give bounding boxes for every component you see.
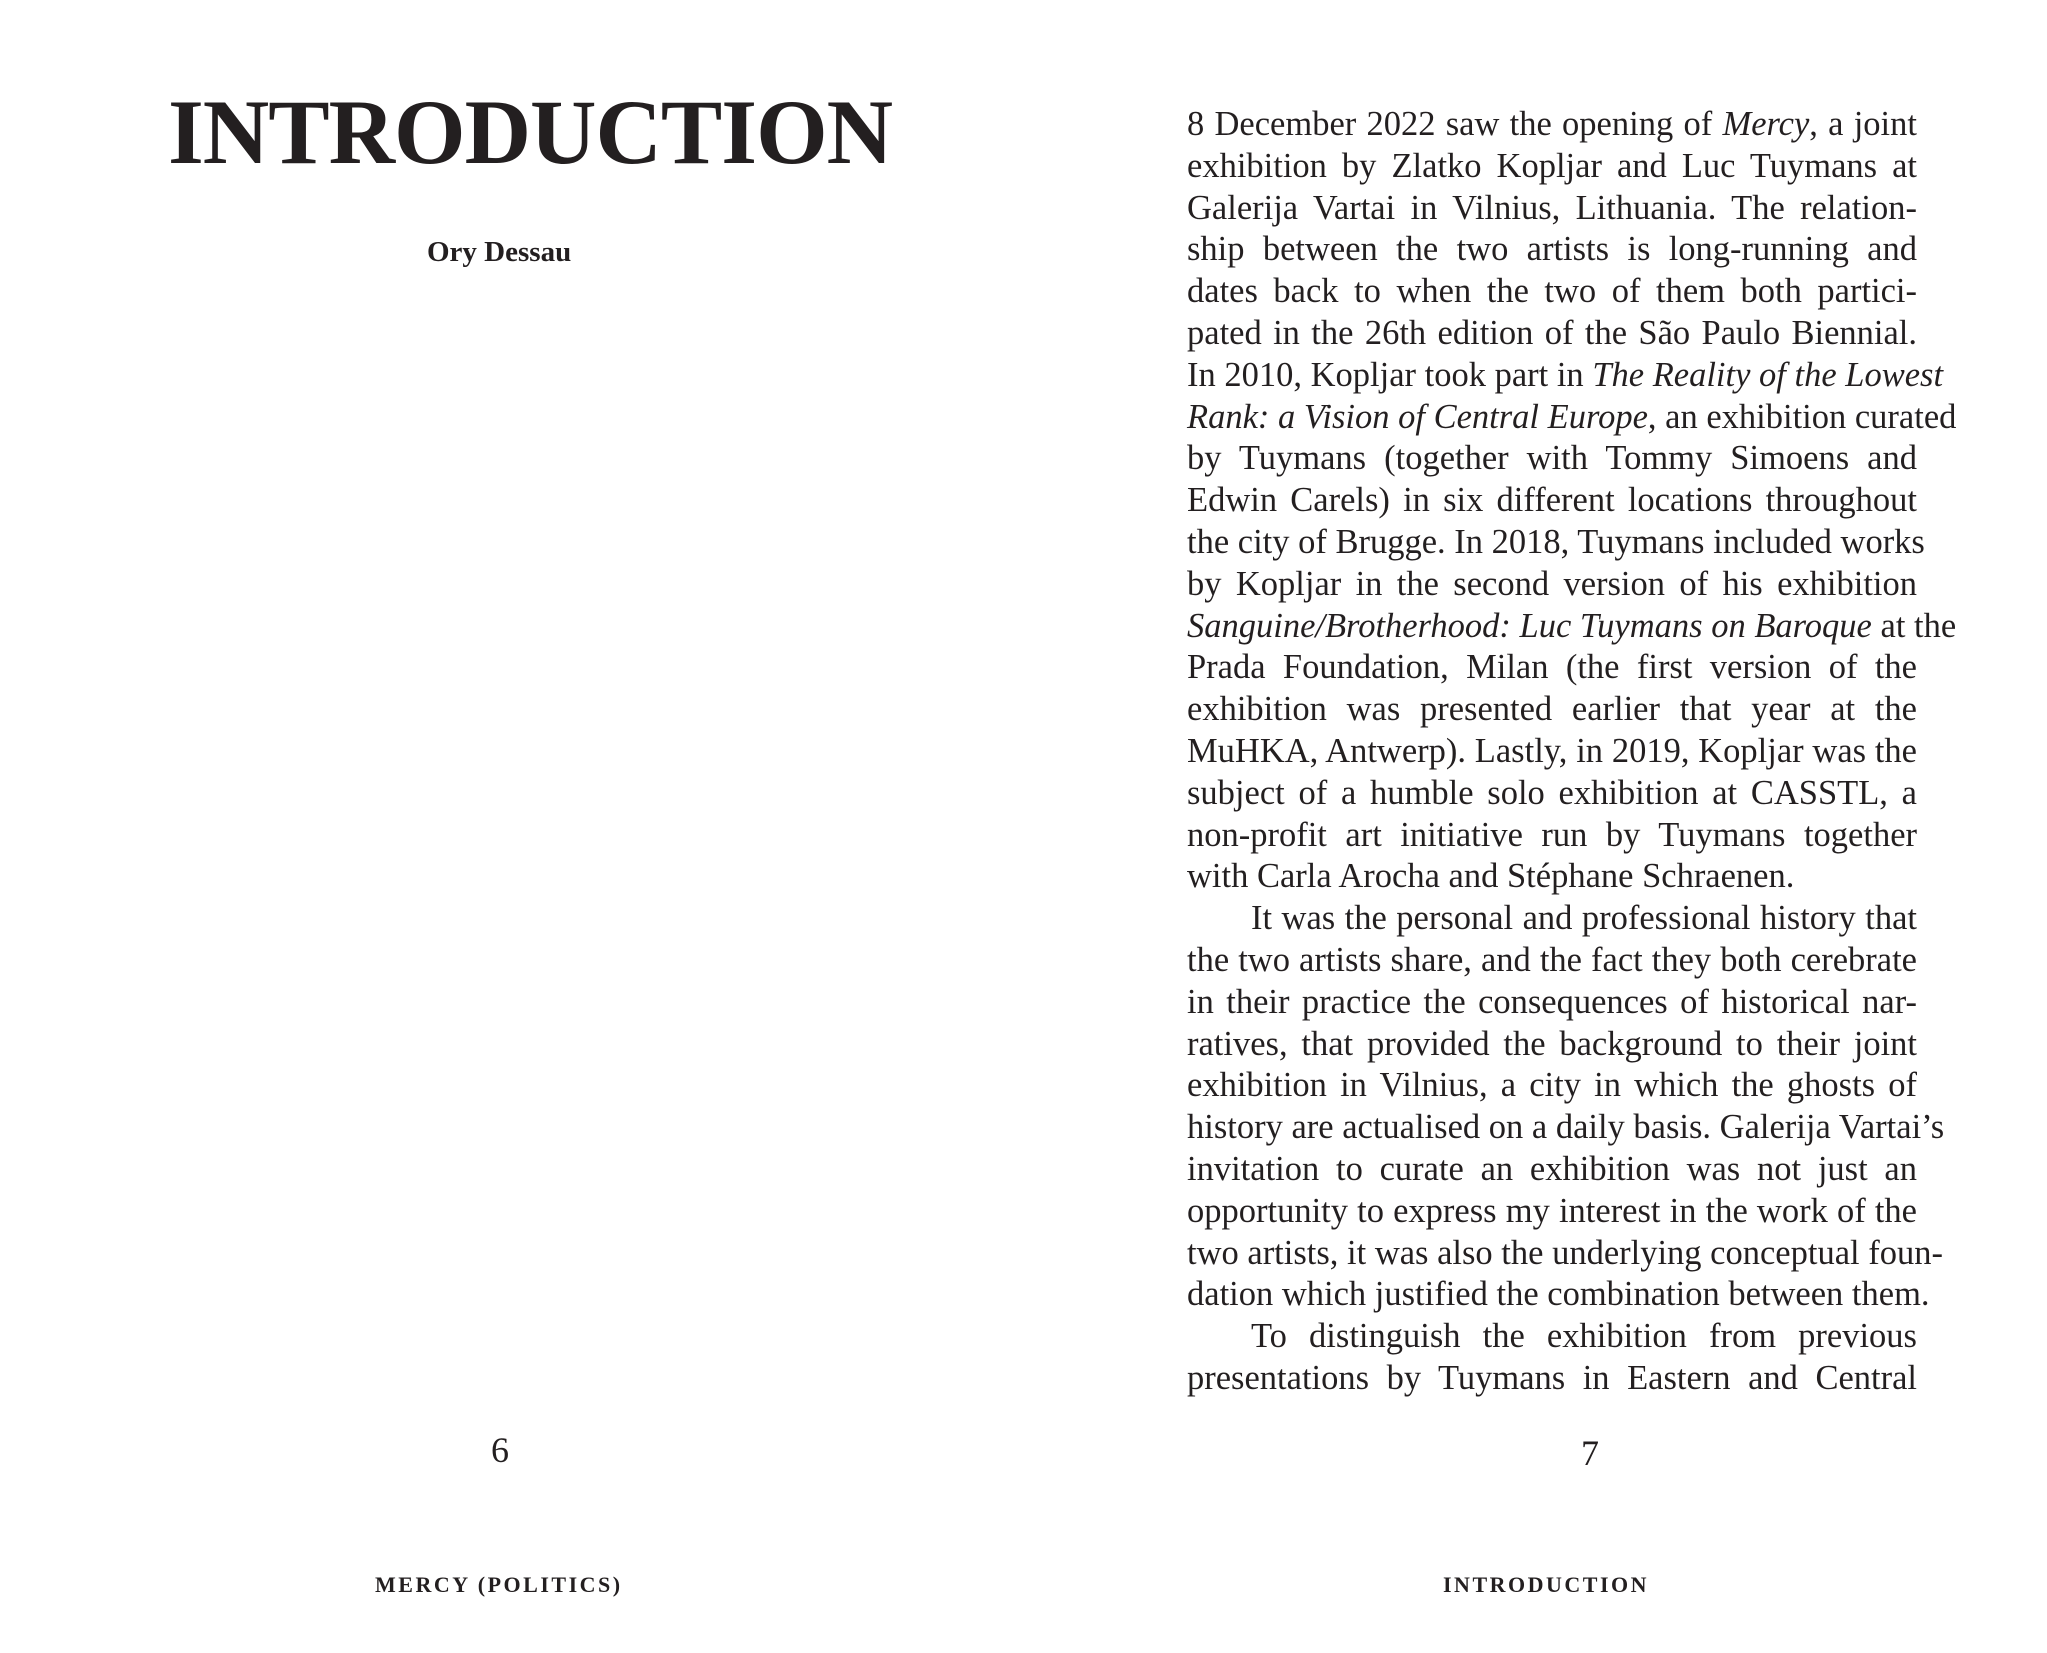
text-line: exhibition in Vilnius, a city in which the ghosts of [1187,1066,1917,1105]
text-line: with Carla Arocha and Stéphane Schraenen. [1187,857,1795,896]
text-line: opportunity to express my interest in the work of the [1187,1191,1917,1230]
text-line: pated in the 26th edition of the São Paulo Biennial. [1187,313,1917,352]
text-line: MuHKA, Antwerp). Lastly, in 2019, Kopljar was the [1187,731,1917,770]
text-line: in their practice the consequences of historical nar- [1187,982,1917,1021]
text-line: Prada Foundation, Milan (the first version of the [1187,648,1917,687]
text-line: It was the personal and professional history that [1251,899,1917,938]
chapter-title: INTRODUCTION [168,81,893,183]
page-number-right: 7 [1581,1433,1599,1473]
text-line: In 2010, Kopljar took part in The Reality of the Lowest [1187,355,1944,394]
body-text [1187,104,1957,1400]
right-page [1023,0,2047,1653]
text-line: Edwin Carels) in six different locations throughout [1187,481,1917,520]
text-line: subject of a humble solo exhibition at CASSTL, a [1187,773,1917,812]
running-footer-right: INTRODUCTION [1443,1572,1650,1597]
text-line: by Tuymans (together with Tommy Simoens and [1187,439,1917,478]
text-line: Sanguine/Brotherhood: Luc Tuymans on Baroque at the [1187,606,1957,645]
text-line: ship between the two artists is long-running and [1187,230,1917,269]
text-line: Galerija Vartai in Vilnius, Lithuania. The relation- [1187,188,1917,227]
text-line: presentations by Tuymans in Eastern and Central [1187,1358,1917,1397]
text-line: by Kopljar in the second version of his exhibition [1187,564,1917,603]
text-line: history are actualised on a daily basis. Galerija Vartai’s [1187,1108,1945,1147]
text-line: dates back to when the two of them both partici- [1187,272,1917,311]
text-line: two artists, it was also the underlying conceptual foun- [1187,1233,1943,1272]
text-line: the two artists share, and the fact they both cerebrate [1187,940,1917,979]
text-line: To distinguish the exhibition from previous [1251,1317,1917,1356]
author-name: Ory Dessau [427,236,572,268]
running-footer-left: MERCY (POLITICS) [375,1572,623,1597]
text-line: non-profit art initiative run by Tuymans together [1187,815,1917,854]
text-line: the city of Brugge. In 2018, Tuymans included works [1187,522,1925,561]
text-line: exhibition was presented earlier that year at the [1187,690,1917,729]
text-line: ratives, that provided the background to their joint [1187,1024,1917,1063]
left-page [0,0,1023,1653]
text-line: invitation to curate an exhibition was not just an [1187,1149,1917,1188]
text-line: 8 December 2022 saw the opening of Mercy, a joint [1187,105,1917,143]
text-line: exhibition by Zlatko Kopljar and Luc Tuymans at [1187,146,1917,185]
text-line: dation which justified the combination between them. [1187,1275,1930,1314]
page-number-left: 6 [491,1430,509,1470]
text-line: Rank: a Vision of Central Europe, an exhibition curated [1187,397,1957,436]
